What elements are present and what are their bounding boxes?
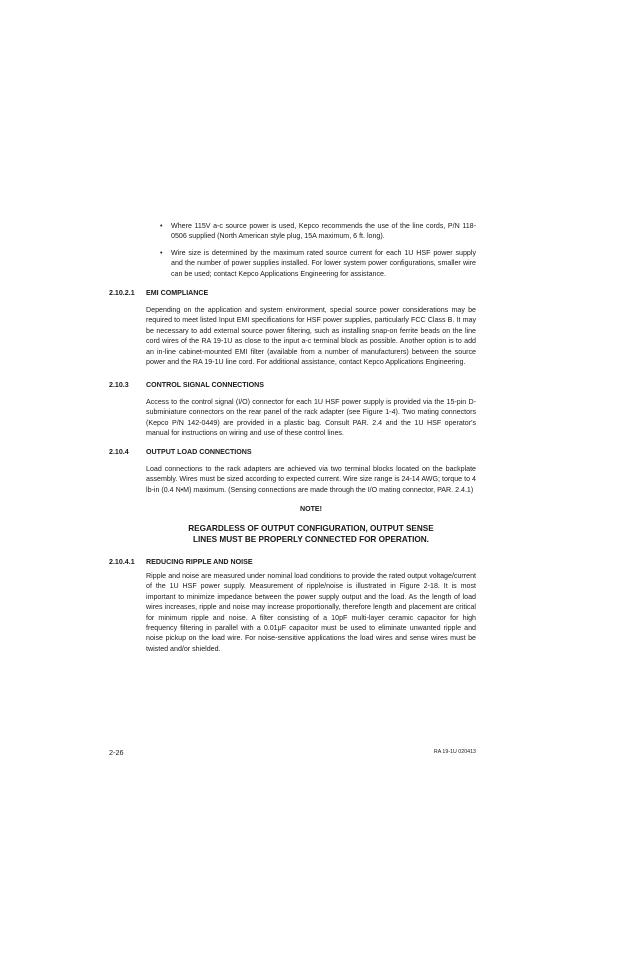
bullet-item-line-cord (146, 221, 476, 242)
bullet-text: Wire size is determined by the maximum rated source current for each 1U HSF power supply and the number of power supplies installed. For lower system power configurations, smaller wire can be used; contact Kepco Applications Engineering for assistance. (171, 248, 476, 278)
section-heading (109, 447, 476, 457)
section-number: 2.10.4.1 (109, 558, 135, 566)
section-title: OUTPUT LOAD CONNECTIONS (146, 448, 252, 456)
section-body: Access to the control signal (I/O) connector for each 1U HSF power supply is provided via the 15-pin D-subminiature connectors on the rear panel of the rack adapter (see Figure 1-4). Two mating connectors (Kepco P/N 142-0449) are provided in a plastic bag. Consult PAR. 2.4 and the 1U HSF operator's manual for instructions on wiring and use of these control lines. (146, 398, 476, 438)
section-body: Ripple and noise are measured under nominal load conditions to provide the rated output voltage/current of the 1U HSF power supply. Measurement of ripple/noise is illustrated in Figure 2-18. It is most important to minimize impedance between the power supply output and the load. As the length of load wires increases, ripple and noise may increase proportionally, therefore length and placement are critical for minimum ripple and noise. A filter consisting of a 10pF multi-layer ceramic capacitor for high frequency filtering in parallel with a 0.01μF capacitor must be used to eliminate unwanted ripple and noise pickup on the load wire. For noise-sensitive applications the load wires and sense wires must be twisted and/or shielded. (146, 572, 476, 653)
section-title: REDUCING RIPPLE AND NOISE (146, 558, 253, 566)
section-control-signal (109, 380, 476, 439)
section-heading (109, 557, 476, 567)
section-heading (109, 380, 476, 390)
section-emi-compliance (109, 288, 476, 367)
note-title: NOTE! (299, 505, 323, 514)
note-line: REGARDLESS OF OUTPUT CONFIGURATION, OUTPUT SENSE (188, 524, 434, 534)
bullet-list (146, 221, 476, 285)
section-ripple-noise (109, 557, 476, 654)
section-body: Depending on the application and system environment, special source power considerations may be required to meet listed Input EMI specifications for HSF power supplies, particularly FCC Class B. It may be necessary to add external source power filtering, such as installing snap-on ferrite beads on the line cord wires of the RA 19-1U as close to the input a-c terminal block as possible. Another option is to add an in-line cabinet-mounted EMI filter (available from a number of manufacturers) between the source power and the RA 19-1U line cord. For additional assistance, contact Kepco Applications Engineering. (146, 306, 476, 367)
section-output-load (109, 447, 476, 557)
section-body: Load connections to the rack adapters are achieved via two terminal blocks located on the backplate assembly. Wires must be sized according to expected current. Wire size range is 24-14 AWG; torque to 4 lb-in (0.4 N•M) maximum. (Sensing connections are made through the I/O mating connector, PAR. 2.4.1) (146, 465, 476, 494)
bullet-dot-icon: • (160, 248, 163, 257)
section-number: 2.10.3 (109, 381, 129, 389)
note-warning (146, 524, 476, 545)
section-title: EMI COMPLIANCE (146, 289, 209, 297)
note-line: LINES MUST BE PROPERLY CONNECTED FOR OPERATION. (193, 534, 429, 544)
bullet-item-wire-size (146, 248, 476, 279)
section-title: CONTROL SIGNAL CONNECTIONS (146, 381, 264, 389)
section-heading (109, 288, 476, 298)
section-number: 2.10.2.1 (109, 289, 135, 297)
document-id: RA 19-1U 020413 (433, 749, 476, 755)
section-number: 2.10.4 (109, 448, 129, 456)
bullet-text: Where 115V a-c source power is used, Kepco recommends the use of the line cords, P/N 118-0506 supplied (North American style plug, 15A maximum, 6 ft. long). (171, 222, 476, 241)
bullet-dot-icon: • (160, 222, 163, 230)
page-number: 2-26 (109, 748, 124, 757)
